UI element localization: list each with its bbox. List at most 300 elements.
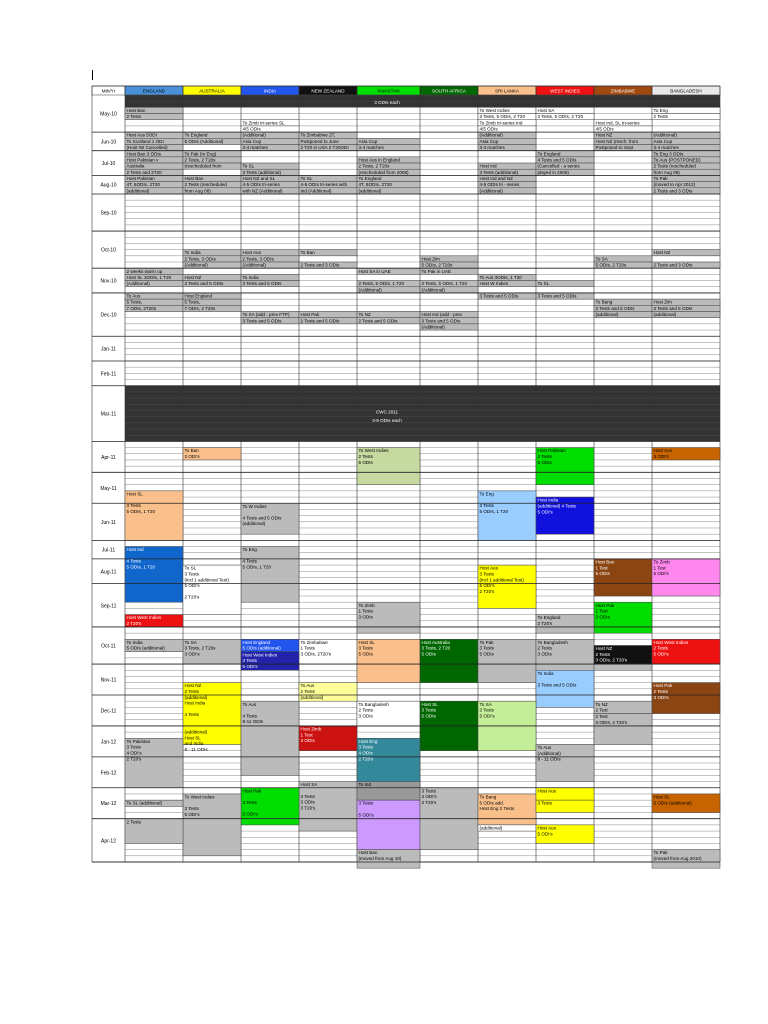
cell-text: 3 ODIs — [300, 799, 315, 805]
cell-text: To W Indies — [242, 503, 267, 509]
cell-text: 5 ODIs, 1 T20 — [126, 508, 156, 514]
cell-text: 2 T20 in USA 2 T20ODI — [300, 145, 349, 151]
cell-text: (Additional) — [126, 281, 150, 287]
cell-text: 3 Tests — [479, 571, 494, 577]
cell-text: Host Ind, SL tri-series — [595, 120, 640, 126]
month-label: Jul-11 — [101, 547, 116, 554]
cell-text: 5 ODIs (Additional) — [184, 138, 224, 144]
cell-text: 3-4 matches — [479, 145, 505, 151]
cell-text: To Aus (POSTPONED) — [653, 157, 701, 163]
cell-text: To Aus — [300, 683, 315, 689]
cell-text: 3 Tests, 5 ODIs, 2 T20 — [537, 114, 584, 120]
cell-text: 4/5 ODIs — [479, 126, 498, 132]
cell-text: Asia Cup — [653, 138, 673, 144]
cell-text: 4-5 ODIs tri-series — [242, 182, 280, 188]
cell-text: Host Aus in England — [358, 157, 400, 163]
cell-text: Host NZ — [184, 683, 202, 689]
cell-text: 3 Tests — [126, 744, 141, 750]
cell-text: Host SL 3ODIs, 1 T20 — [126, 274, 172, 280]
cell-text: 3 Tests — [126, 503, 141, 509]
cell-text: 3 ODIs, 2T20's — [300, 651, 331, 657]
cell-text: To India — [126, 639, 143, 645]
cell-text: 2 Tests and 3 ODIs — [653, 262, 693, 268]
cell-text: 2 Tests — [537, 645, 552, 651]
cell-text: 3 Tests — [479, 707, 494, 713]
cell-text: Host Pak — [300, 312, 320, 318]
cell-text: 2 Tests — [358, 453, 373, 459]
cell-text: Host Eng 2 Tests — [479, 806, 515, 812]
cell-text: 8-11 ODIs — [242, 719, 264, 725]
cell-text: (incl 1 additional Test) — [479, 577, 524, 583]
cell-text: Host West Indies — [126, 615, 162, 621]
cell-text: 4-5 ODIs tri - series — [479, 182, 520, 188]
cell-text: (additional) — [184, 729, 208, 735]
cell-text: To SL — [537, 281, 550, 287]
cell-text: (Additional) — [421, 287, 445, 293]
month-label: Jan-11 — [101, 346, 116, 353]
cell-text: 5 ODI's — [653, 651, 669, 657]
cell-text: 5 ODI's — [184, 811, 200, 817]
cell-text: 7 ODIs, 2 T20s — [184, 305, 216, 311]
cell-text: (additional) — [653, 312, 677, 318]
cell-text: from Aug 08) — [653, 169, 680, 175]
cell-text: To England — [184, 132, 208, 138]
cell-text: 3-4 matches — [242, 145, 268, 151]
cell-text: 3 Tests — [184, 806, 199, 812]
cell-text: 2 Tests — [653, 689, 668, 695]
cell-text: (Additional) — [421, 324, 445, 330]
month-label: Oct-10 — [100, 247, 117, 254]
cell-text: Host SL — [358, 639, 375, 645]
cell-text: 3 ODI's — [184, 651, 200, 657]
cell-text: Asia Cup — [242, 138, 262, 144]
cell-text: 5 ODI's — [184, 583, 200, 589]
month-label: Apr-12 — [100, 838, 117, 845]
cell-text: 2 Tests — [653, 114, 668, 120]
month-label: Jun-11 — [101, 519, 116, 526]
cell-text: Host Ind (add - prev — [421, 312, 463, 318]
cell-text: 2 Tests — [653, 645, 668, 651]
cell-text: 2 Tests (rescheduled — [184, 182, 227, 188]
cell-text: 4T, 5ODIs, 2T20 — [358, 182, 392, 188]
cell-text: 3 ODI's — [184, 453, 200, 459]
cell-text: with NZ (Additional) — [242, 188, 283, 194]
month-label: Feb-11 — [100, 371, 117, 378]
cell-text: 2 Tests, 3 ODIs — [242, 256, 274, 262]
cell-text: To Aus — [242, 701, 257, 707]
cell-text: (Additional) — [653, 132, 677, 138]
cell-text: 4 Tests and 5 ODIs — [537, 157, 577, 163]
cell-text: To Eng 3 ODIs — [653, 151, 684, 157]
cell-text: 4 ODI's — [126, 750, 142, 756]
cell-text: 3 Tests — [421, 788, 436, 794]
column-header-label: INDIA — [263, 88, 277, 94]
cell-text: 5 ODIs — [595, 571, 610, 577]
cell-text: Host SA — [300, 782, 318, 788]
cell-text: To Pakistan — [126, 738, 151, 744]
schedule-cell — [183, 794, 241, 856]
cell-text: Host Aus — [479, 565, 498, 571]
cell-text: 5 ODI's — [358, 812, 374, 818]
cell-text: 3 ODIs — [358, 614, 373, 620]
cell-text: Host Ban — [595, 559, 615, 565]
cell-text: To England — [537, 615, 561, 621]
cell-text: 3 Tests — [479, 645, 494, 651]
cell-text: 2 Tests — [358, 707, 373, 713]
cell-text: 5 ODI's — [242, 811, 258, 817]
cell-text: To Bangladesh — [537, 639, 568, 645]
cell-text: 1 Tests — [358, 608, 373, 614]
cell-text: 5 ODIs — [537, 459, 552, 465]
cell-text: 2 Tests (rescheduled — [653, 163, 696, 169]
cell-text: To Scotland 1 ODI — [126, 138, 164, 144]
cell-text: 5 ODIs — [421, 713, 436, 719]
cell-text: Host Aus — [242, 250, 261, 256]
column-header-label: ZIMBABWE — [610, 88, 636, 94]
cell-text: 3 Tests — [421, 707, 436, 713]
cell-text: 2 Tests — [126, 819, 141, 825]
cell-text: 2 Tests — [537, 453, 552, 459]
cell-text: (additional) — [242, 521, 266, 527]
cell-text: 8 - 11 ODIs — [184, 747, 208, 753]
cell-text: 8 - 11 ODIs — [537, 756, 561, 762]
cell-text: 5 ODI's — [242, 663, 258, 669]
cell-text: To Zimbabwe — [300, 639, 328, 645]
cell-text: To Pak — [653, 850, 668, 856]
column-header-label: BANGLADESH — [670, 88, 702, 94]
cell-text: Postponed to Sept — [595, 145, 634, 151]
cell-text: 2 T20's — [184, 594, 200, 600]
cell-text: 5 ODIs, 1 T20 — [479, 508, 509, 514]
month-label: Jul-10 — [101, 161, 116, 168]
cell-text: 3 Tests — [242, 658, 257, 664]
cell-text: 5 Tests, — [126, 299, 143, 305]
cell-text: Asia Cup — [358, 138, 378, 144]
cell-text: Host SA — [537, 107, 555, 113]
cell-text: from Aug 08) — [184, 188, 211, 194]
cell-text: Australia — [126, 163, 145, 169]
cell-text: (Cancelled - a series — [537, 163, 580, 169]
cell-text: 5 ODIs (additional) — [126, 645, 165, 651]
cell-text: 5 ODIs, 1 T20 — [126, 564, 156, 570]
cell-text: 4 Tests — [126, 558, 141, 564]
cell-text: 3 Tests and 5 ODIs — [595, 305, 635, 311]
cell-text: 2 Tests — [300, 689, 315, 695]
cell-text: 3 Tests — [358, 800, 373, 806]
cell-text: To Pak — [479, 639, 494, 645]
cell-text: Host Ban 3 ODIs — [126, 151, 161, 157]
cell-text: To Ban — [184, 448, 199, 454]
cell-text: Host West Indies — [653, 639, 689, 645]
cell-text: 3 Tests and 5 ODIs — [653, 305, 693, 311]
cell-text: 3 Tests — [358, 744, 373, 750]
cell-text: To Zimb — [653, 559, 670, 565]
month-label: Nov-11 — [100, 677, 117, 684]
cell-text: To Pak in UAE — [421, 268, 452, 274]
schedule-cell — [478, 491, 536, 540]
cell-text: 5 ODIs — [421, 651, 436, 657]
cell-text: To India — [242, 274, 259, 280]
cell-text: 3 Tests — [358, 645, 373, 651]
cell-text: Host Aus 5ODI — [126, 132, 157, 138]
cell-text: (additional) — [479, 825, 503, 831]
schedule-cell — [241, 547, 299, 603]
cell-text: 3-4 matches — [653, 145, 679, 151]
month-label: Apr-11 — [101, 454, 116, 461]
column-header-label: ENGLAND — [142, 88, 166, 94]
cell-text: 3 ODIs — [300, 738, 315, 744]
cell-text: (Host WI Cancelled) — [126, 145, 168, 151]
cell-text: Host SL — [653, 794, 670, 800]
cell-text: To Zimb tri-series SL — [242, 120, 285, 126]
cell-text: 5 ODIs, 1 T20 — [242, 564, 272, 570]
cell-text: 2 Tests and 3 ODIs — [653, 188, 693, 194]
cell-text: 2 Test — [595, 707, 608, 713]
cell-text: To SA — [184, 639, 197, 645]
cell-text: (Additional) — [537, 750, 561, 756]
cell-text: Host Ind — [479, 163, 497, 169]
cell-text: (rescheduled from 2008) — [358, 169, 409, 175]
cell-text: (Additional) — [358, 287, 382, 293]
cell-text: played in 2008) — [537, 169, 569, 175]
column-header-label: AUSTRALIA — [199, 88, 225, 94]
month-label: Mar-12 — [100, 801, 117, 808]
banner-text: CWC 2011 — [375, 409, 399, 415]
cell-text: (Additional) — [242, 132, 266, 138]
cell-text: Host NZ — [653, 250, 671, 256]
schedule-cell — [125, 547, 183, 603]
cell-text: 5 ODIs (additional) — [653, 800, 692, 806]
cell-text: 3 T20's — [421, 799, 437, 805]
cell-text: (Additional) — [242, 262, 266, 268]
cell-text: Host Pakistan — [537, 448, 566, 454]
cell-text: 5 ODI's — [537, 509, 553, 515]
cell-text: 5 ODI's — [653, 571, 669, 577]
month-label: Feb-12 — [100, 770, 117, 777]
cell-text: 2 Tests, 3 ODIs — [184, 256, 216, 262]
cell-text: To SL — [184, 565, 197, 571]
cell-text: To SA — [595, 256, 608, 262]
cell-text: 4 Tests — [184, 712, 199, 718]
column-header-label: SOUTH AFRICA — [432, 88, 466, 94]
month-label: Aug-10 — [100, 182, 117, 189]
cell-text: 3 ODI's — [653, 453, 669, 459]
cell-text: 3 Tests and 5 ODIs — [421, 318, 461, 324]
cell-text: 2 T20's — [126, 620, 142, 626]
month-label: Mar-11 — [100, 411, 117, 418]
cell-text: 2 Tests and 5 ODIs — [300, 318, 340, 324]
column-header-label: PAKISTAN — [377, 88, 400, 94]
cell-text: Host SL — [421, 701, 438, 707]
month-label: Nov-10 — [100, 278, 117, 285]
cell-text: 3 ODI's — [421, 794, 437, 800]
cell-text: 4 Tests — [242, 713, 257, 719]
cell-text: Host Ind — [126, 547, 144, 553]
cell-text: 5 ODIs (additional) — [242, 645, 281, 651]
cell-text: (rescheduled from — [184, 163, 222, 169]
cell-text: 4-5 ODIs tri-series with — [300, 182, 348, 188]
cell-text: To England — [537, 151, 561, 157]
cell-text: 1 Test — [595, 565, 608, 571]
cell-text: 2 Tests — [126, 114, 141, 120]
cell-text: 2 Tests, 2 T20s — [358, 163, 390, 169]
cell-text: 1 Test — [595, 608, 608, 614]
month-label: Aug-11 — [100, 569, 117, 576]
cell-text: Host Ban — [126, 107, 146, 113]
cell-text: 3 Tests, 2 T20s — [184, 645, 216, 651]
cell-text: Host India — [184, 700, 206, 706]
banner-text: 3-9 ODIs each — [372, 418, 402, 424]
cell-text: 2 Tests — [184, 689, 199, 695]
cell-text: Host Australia — [421, 639, 450, 645]
cell-text: To Pak (In Eng) — [184, 151, 217, 157]
cell-text: 3 Tests and 5 ODIs — [242, 281, 282, 287]
cell-text: (Additional) — [479, 188, 503, 194]
cell-text: 4/5 ODIs — [595, 126, 614, 132]
cell-text: Host Aus — [537, 825, 556, 831]
cell-text: Host NZ — [595, 646, 613, 652]
cell-text: To NZ — [358, 312, 371, 318]
cell-text: 5 ODIs — [358, 651, 373, 657]
cell-text: 5 ODI's — [479, 713, 495, 719]
cell-text: 3 Tests and 5 ODIs — [537, 682, 577, 688]
cell-text: Host NZ (resch. from — [595, 138, 639, 144]
cell-text: Asia Cup — [479, 138, 499, 144]
cell-text: To NZ — [595, 701, 608, 707]
cell-text: 2 T20's — [126, 756, 142, 762]
cell-text: Host Pak — [653, 683, 673, 689]
cell-text: Host Pakistan v — [126, 157, 159, 163]
cell-text: 3 Tests, 5 ODIs, 2 T20 — [479, 114, 526, 120]
cell-text: 2 Tests and 3 ODIs — [300, 262, 340, 268]
cell-text: Host NZ — [184, 274, 202, 280]
cell-text: To Bangladesh — [358, 701, 389, 707]
cell-text: 2 T20's — [537, 620, 553, 626]
cell-text: (additional) — [184, 694, 208, 700]
cell-text: 3 ODIs — [537, 651, 552, 657]
cell-text: Host SL — [184, 735, 201, 741]
cell-text: 4 ODIs — [358, 750, 373, 756]
cell-text: Host England — [184, 293, 213, 299]
schedule-cell — [241, 701, 299, 775]
cell-text: 3 Tests and 5 ODIs — [184, 281, 224, 287]
cell-text: Host Zim — [421, 256, 440, 262]
cell-text: To SL (additional) — [126, 800, 163, 806]
cell-text: (additional) — [300, 694, 324, 700]
cell-text: (moved from Aug 10) — [358, 856, 402, 862]
cell-text: (moved from Aug 2010) — [653, 856, 702, 862]
cell-text: Host Zimb — [300, 726, 322, 732]
cell-text: To Eng — [242, 547, 257, 553]
cell-text: Host NZ and SL — [242, 176, 276, 182]
cell-text: To SL — [242, 163, 255, 169]
banner-text: 3 ODIs each — [374, 100, 400, 106]
month-label: Jan-12 — [100, 739, 117, 746]
month-label: Dec-11 — [100, 708, 117, 715]
cell-text: (additional) 4 Tests — [537, 503, 576, 509]
cell-text: 2 Tests, 2 T20s — [184, 157, 216, 163]
cell-text: 5 ODIs — [358, 459, 373, 465]
cell-text: 3-4 matches — [358, 145, 384, 151]
cell-text: (Additional) — [479, 132, 503, 138]
cell-text: 2 Tests, 5 ODIs, 1 T20 — [358, 281, 405, 287]
cell-text: To West Indies — [358, 448, 389, 454]
cell-text: 5 ODIs — [479, 651, 494, 657]
cell-text: 1 Test — [653, 565, 666, 571]
cell-text: To India — [184, 250, 201, 256]
cell-text: 5 ODIs, 2 T20s — [595, 262, 627, 268]
cell-text: To SA — [479, 701, 492, 707]
cell-text: 4 Tests and 5 ODIs — [242, 515, 282, 521]
month-label: Sep-10 — [100, 210, 117, 217]
cell-text: Postponed to June — [300, 138, 339, 144]
column-header-label: SRI LANKA — [495, 88, 519, 94]
cell-text: 3 Tests — [479, 503, 494, 509]
cell-text: 2 weeks warm up — [126, 268, 163, 274]
cell-text: 7 ODIs, 2T20s — [126, 305, 157, 311]
cell-text: 2 Tests and 5 ODIs — [358, 318, 398, 324]
cell-text: To Aus — [537, 745, 552, 751]
cell-text: To Pak — [653, 176, 668, 182]
cell-text: (additional) — [126, 188, 150, 194]
cell-text: 5 ODIs, 2 T20s — [421, 262, 453, 268]
month-label: Oct-11 — [101, 643, 116, 650]
cell-text: To Zimb — [358, 602, 375, 608]
cell-text: 4/5 ODIs — [242, 126, 261, 132]
cell-text: 5 ODIs add. — [479, 800, 505, 806]
cell-text: 3 Tests — [537, 800, 552, 806]
cell-text: To SA (add - prev FTP) — [242, 312, 290, 318]
cell-text: 3 Tests (additional) — [242, 169, 281, 175]
cell-text: Host NZ — [595, 132, 613, 138]
cell-text: 1 Tests — [300, 645, 315, 651]
cell-text: 3 Tests — [184, 571, 199, 577]
cell-text: Host SA in UAE — [358, 268, 391, 274]
cell-text: Ind (Additional) — [300, 188, 332, 194]
cell-text: 1 Test — [300, 732, 313, 738]
cell-text: 2 Tests — [595, 651, 610, 657]
cell-text: To SL — [300, 176, 313, 182]
month-label: Dec-10 — [100, 312, 117, 319]
column-header-label: Mth/Yr — [101, 88, 116, 94]
schedule-cell — [125, 491, 183, 540]
cell-text: To Zimbabwe 2T, — [300, 132, 336, 138]
cell-text: Host Aus — [653, 448, 672, 454]
cell-text: To Zimb tri-series Ind — [479, 120, 523, 126]
cell-text: To Eng — [479, 491, 494, 497]
cell-text: (additional) — [595, 312, 619, 318]
cell-text: 5 ODI's — [537, 831, 553, 837]
cell-text: 2 T20's — [358, 756, 374, 762]
cell-text: To Ban — [300, 250, 315, 256]
cell-text: To Eng — [653, 107, 668, 113]
cell-text: Host Ind and NZ — [479, 176, 513, 182]
cell-text: 3 Tests and 5 ODIs — [479, 293, 519, 299]
cell-text: To India — [537, 670, 554, 676]
cell-text: and India — [184, 741, 204, 747]
cell-text: Host England — [242, 639, 271, 645]
cell-text: To Ind — [358, 782, 372, 788]
banner-cwc — [125, 386, 720, 442]
cell-text: 3 Tests (additional) — [479, 169, 518, 175]
cell-text: (moved to Apr 2012) — [653, 182, 696, 188]
cell-text: To West Indies — [479, 107, 510, 113]
cell-text: 4 Tests — [242, 558, 257, 564]
cell-text: 3 Tests and 5 ODIs — [242, 318, 282, 324]
cell-text: 2 T20's — [479, 588, 495, 594]
cell-text: 5 Tests, — [184, 299, 201, 305]
cell-text: 3 Tests and 5 ODIs — [537, 293, 577, 299]
